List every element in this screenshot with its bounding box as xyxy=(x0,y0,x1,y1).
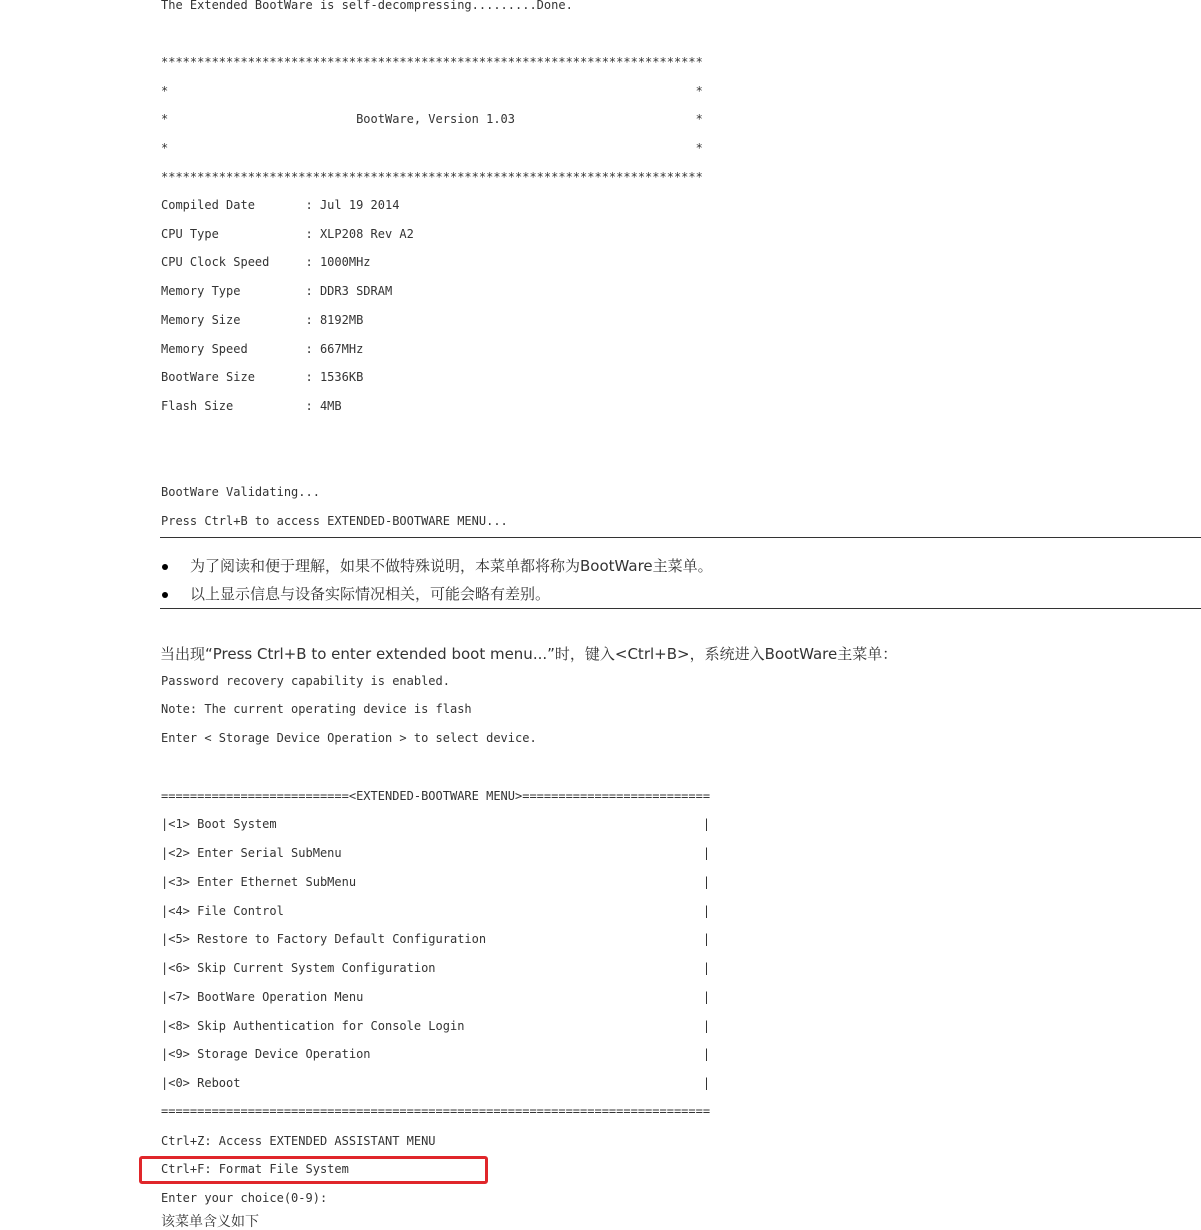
spec-memory-type: Memory Type : DDR3 SDRAM xyxy=(161,284,393,298)
menu-footer-line: ============================================================================ xyxy=(161,1104,711,1118)
banner-blank-line: * * xyxy=(161,84,703,98)
enter-choice-line: Enter your choice(0-9): xyxy=(161,1191,328,1205)
banner-border-bottom: *************************************************************************** xyxy=(161,170,703,184)
spec-bootware-size: BootWare Size : 1536KB xyxy=(161,370,364,384)
notes-box xyxy=(160,537,1201,609)
ctrl-f-line: Ctrl+F: Format File System xyxy=(161,1162,349,1176)
menu-option-bootware-operation: |<7> BootWare Operation Menu | xyxy=(161,990,711,1004)
storage-select-hint-line: Enter < Storage Device Operation > to select device. xyxy=(161,731,537,745)
ctrl-z-line: Ctrl+Z: Access EXTENDED ASSISTANT MENU xyxy=(161,1134,436,1148)
boot-line-decompress: The Extended BootWare is self-decompressing.........Done. xyxy=(161,0,573,12)
menu-option-serial-submenu: |<2> Enter Serial SubMenu | xyxy=(161,846,711,860)
menu-option-boot-system: |<1> Boot System | xyxy=(161,817,711,831)
menu-option-ethernet-submenu: |<3> Enter Ethernet SubMenu | xyxy=(161,875,711,889)
menu-option-storage-device: |<9> Storage Device Operation | xyxy=(161,1047,711,1061)
boot-validating-line: BootWare Validating... xyxy=(161,485,320,499)
banner-version-line: * BootWare, Version 1.03 * xyxy=(161,112,703,126)
banner-border-top: *************************************************************************** xyxy=(161,55,703,69)
spec-memory-speed: Memory Speed : 667MHz xyxy=(161,342,364,356)
highlight-box xyxy=(139,1156,488,1184)
menu-option-file-control: |<4> File Control | xyxy=(161,904,711,918)
spec-flash-size: Flash Size : 4MB xyxy=(161,399,342,413)
instruction-paragraph: 当出现“Press Ctrl+B to enter extended boot menu...”时，键入<Ctrl+B>，系统进入BootWare主菜单： xyxy=(160,645,898,663)
bullet-icon xyxy=(162,564,168,570)
menu-option-skip-config: |<6> Skip Current System Configuration | xyxy=(161,961,711,975)
menu-option-restore-default: |<5> Restore to Factory Default Configuration | xyxy=(161,932,711,946)
press-ctrl-b-line: Press Ctrl+B to access EXTENDED-BOOTWARE MENU... xyxy=(161,514,508,528)
password-recovery-line: Password recovery capability is enabled. xyxy=(161,674,450,688)
trailing-text: 该菜单含义如下 xyxy=(161,1214,259,1230)
menu-option-reboot: |<0> Reboot | xyxy=(161,1076,711,1090)
spec-memory-size: Memory Size : 8192MB xyxy=(161,313,364,327)
menu-header-line: ==========================<EXTENDED-BOOTWARE MENU>========================== xyxy=(161,789,711,803)
banner-blank-line: * * xyxy=(161,141,703,155)
note-text: 为了阅读和便于理解，如果不做特殊说明，本菜单都将称为BootWare主菜单。 xyxy=(190,557,713,575)
spec-cpu-type: CPU Type : XLP208 Rev A2 xyxy=(161,227,414,241)
bullet-icon xyxy=(162,592,168,598)
spec-cpu-clock: CPU Clock Speed : 1000MHz xyxy=(161,255,371,269)
note-text: 以上显示信息与设备实际情况相关，可能会略有差别。 xyxy=(190,585,551,603)
menu-option-skip-auth: |<8> Skip Authentication for Console Login | xyxy=(161,1019,711,1033)
current-device-note-line: Note: The current operating device is flash xyxy=(161,702,472,716)
spec-compiled-date: Compiled Date : Jul 19 2014 xyxy=(161,198,400,212)
